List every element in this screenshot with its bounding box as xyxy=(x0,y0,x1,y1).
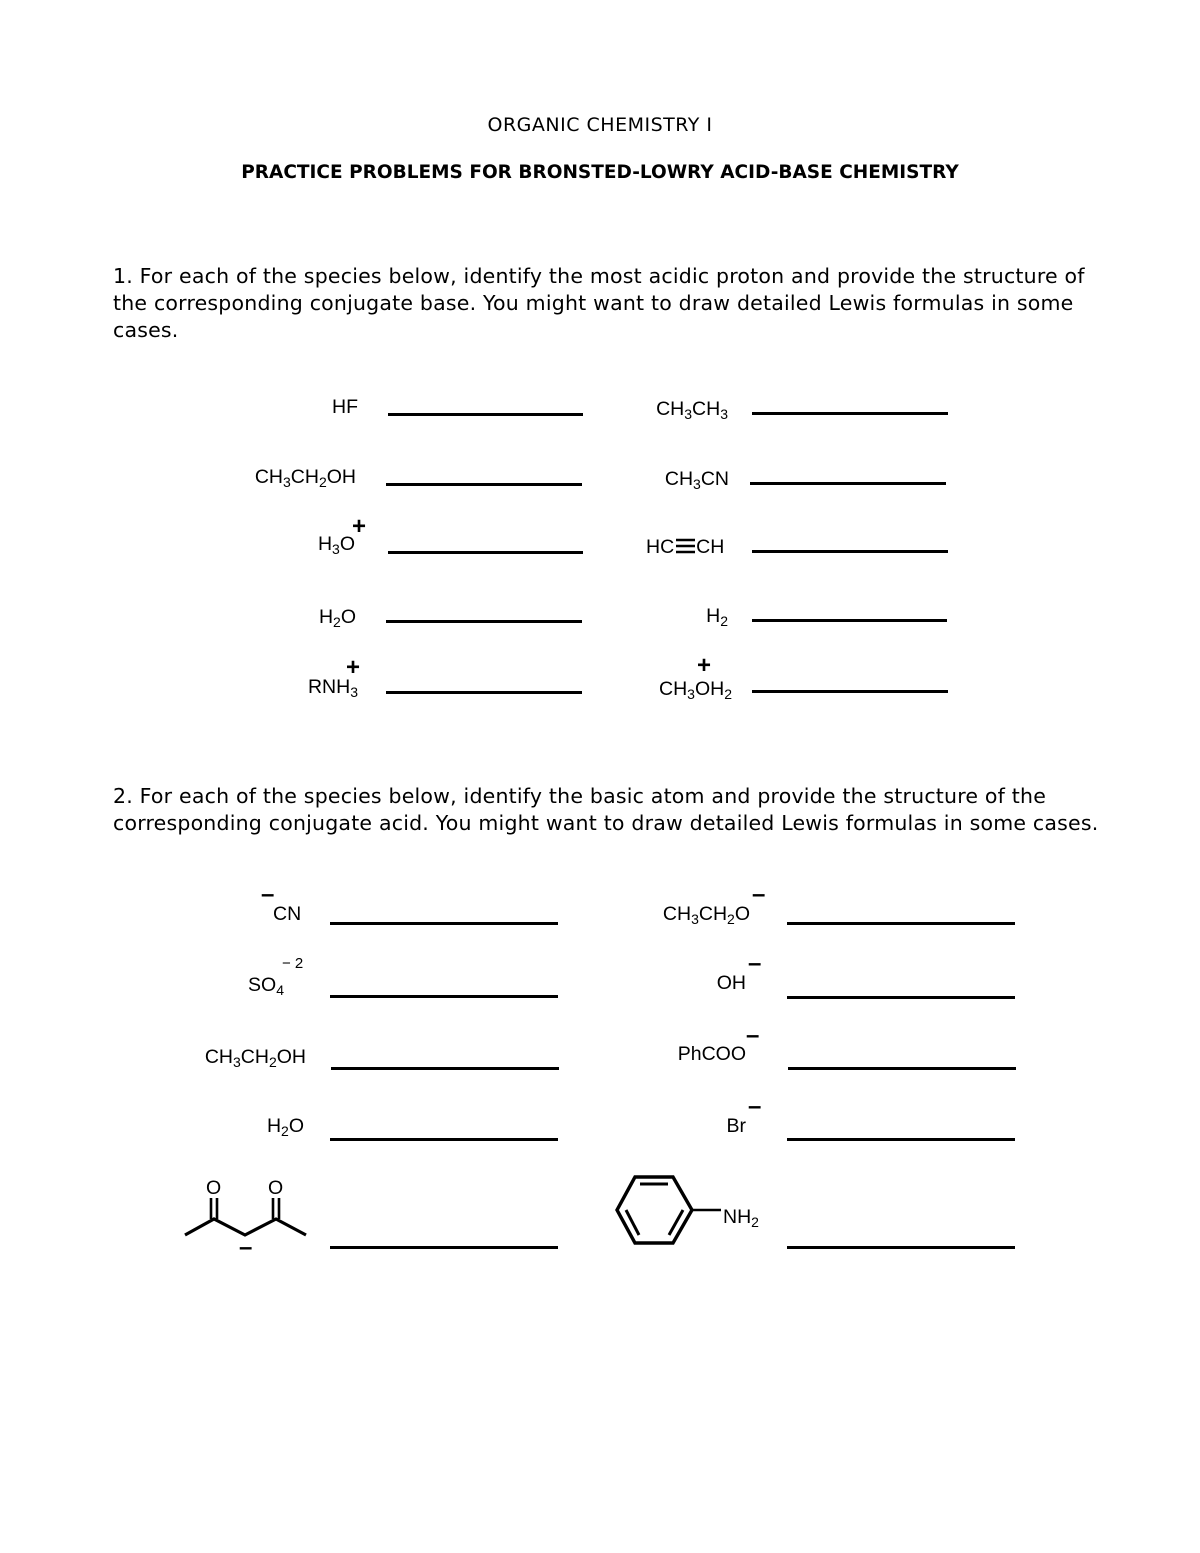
charge-plus: + xyxy=(697,652,712,679)
answer-line-aniline[interactable] xyxy=(787,1246,1015,1249)
charge-plus: + xyxy=(352,513,367,540)
species-hydronium: $H_3O$ xyxy=(317,533,355,557)
charge-minus: – xyxy=(261,881,275,908)
species-hydrogen: $H_2$ xyxy=(706,605,728,629)
charge-minus: – xyxy=(746,1022,760,1049)
species-ethoxide: $CH_3CH_2O$ xyxy=(662,903,750,927)
species-cyanide: CN xyxy=(273,903,302,925)
species-ethanol: $CH_3CH_2OH$ xyxy=(204,1046,306,1070)
species-ammonium: $RNH_3$ xyxy=(307,676,358,700)
charge-minus-two: − 2 xyxy=(282,955,304,972)
benzene-ring-icon xyxy=(616,1173,726,1253)
oxygen-label: O xyxy=(206,1177,222,1199)
answer-line-cyanide[interactable] xyxy=(330,922,558,925)
answer-line-ethanol[interactable] xyxy=(386,483,582,486)
species-aniline: $NH_2$ xyxy=(723,1206,759,1230)
answer-line-methyloxonium[interactable] xyxy=(752,690,948,693)
answer-line-ammonium[interactable] xyxy=(386,691,582,694)
charge-minus: – xyxy=(748,950,762,977)
species-acetonitrile: $CH_3CN$ xyxy=(664,468,729,492)
answer-line-hydrogen[interactable] xyxy=(752,619,947,622)
species-water: $H_2O$ xyxy=(318,606,356,630)
triple-bond-icon xyxy=(675,538,697,554)
answer-line-ethane[interactable] xyxy=(752,412,948,415)
answer-line-hydronium[interactable] xyxy=(388,551,583,554)
answer-line-water-2[interactable] xyxy=(330,1138,558,1141)
charge-minus: – xyxy=(239,1234,253,1261)
species-sulfate: $SO_4$ xyxy=(248,974,284,998)
question-1-prompt: 1. For each of the species below, identify the most acidic proton and provide the structure of the corresponding conjugate base. You might want to draw detailed Lewis formulas in some cases. xyxy=(113,264,1085,342)
course-title: ORGANIC CHEMISTRY I xyxy=(487,114,713,136)
charge-plus: + xyxy=(346,654,361,681)
species-methyloxonium: $CH_3OH_2$ xyxy=(658,678,732,702)
answer-line-ethanol-2[interactable] xyxy=(331,1067,559,1070)
answer-line-acetylene[interactable] xyxy=(752,550,948,553)
oxygen-label: O xyxy=(268,1177,284,1199)
answer-line-benzoate[interactable] xyxy=(788,1067,1016,1070)
answer-line-hydroxide[interactable] xyxy=(787,996,1015,999)
answer-line-water[interactable] xyxy=(386,620,582,623)
species-benzoate: PhCOO xyxy=(677,1043,746,1065)
answer-line-hf[interactable] xyxy=(388,413,583,416)
answer-line-enolate[interactable] xyxy=(330,1246,558,1249)
answer-line-sulfate[interactable] xyxy=(330,995,558,998)
species-water: $H_2O$ xyxy=(266,1115,304,1139)
species-ethane: $CH_3CH_3$ xyxy=(656,398,728,422)
answer-line-bromide[interactable] xyxy=(787,1138,1015,1141)
species-hydroxide: OH xyxy=(716,972,746,994)
species-ethanol: $CH_3CH_2OH$ xyxy=(254,466,356,490)
species-bromide: Br xyxy=(726,1115,746,1137)
answer-line-acetonitrile[interactable] xyxy=(750,482,946,485)
species-acetylene: HC CH xyxy=(646,536,725,558)
answer-line-ethoxide[interactable] xyxy=(787,922,1015,925)
charge-minus: – xyxy=(748,1093,762,1120)
charge-minus: – xyxy=(752,881,766,908)
worksheet-title: PRACTICE PROBLEMS FOR BRONSTED-LOWRY ACID-BASE CHEMISTRY xyxy=(241,162,959,183)
species-hf: HF xyxy=(332,396,358,418)
question-2-prompt: 2. For each of the species below, identify the basic atom and provide the structure of the corresponding conjugate acid. You might want to draw detailed Lewis formulas in some cases. xyxy=(113,784,1099,835)
